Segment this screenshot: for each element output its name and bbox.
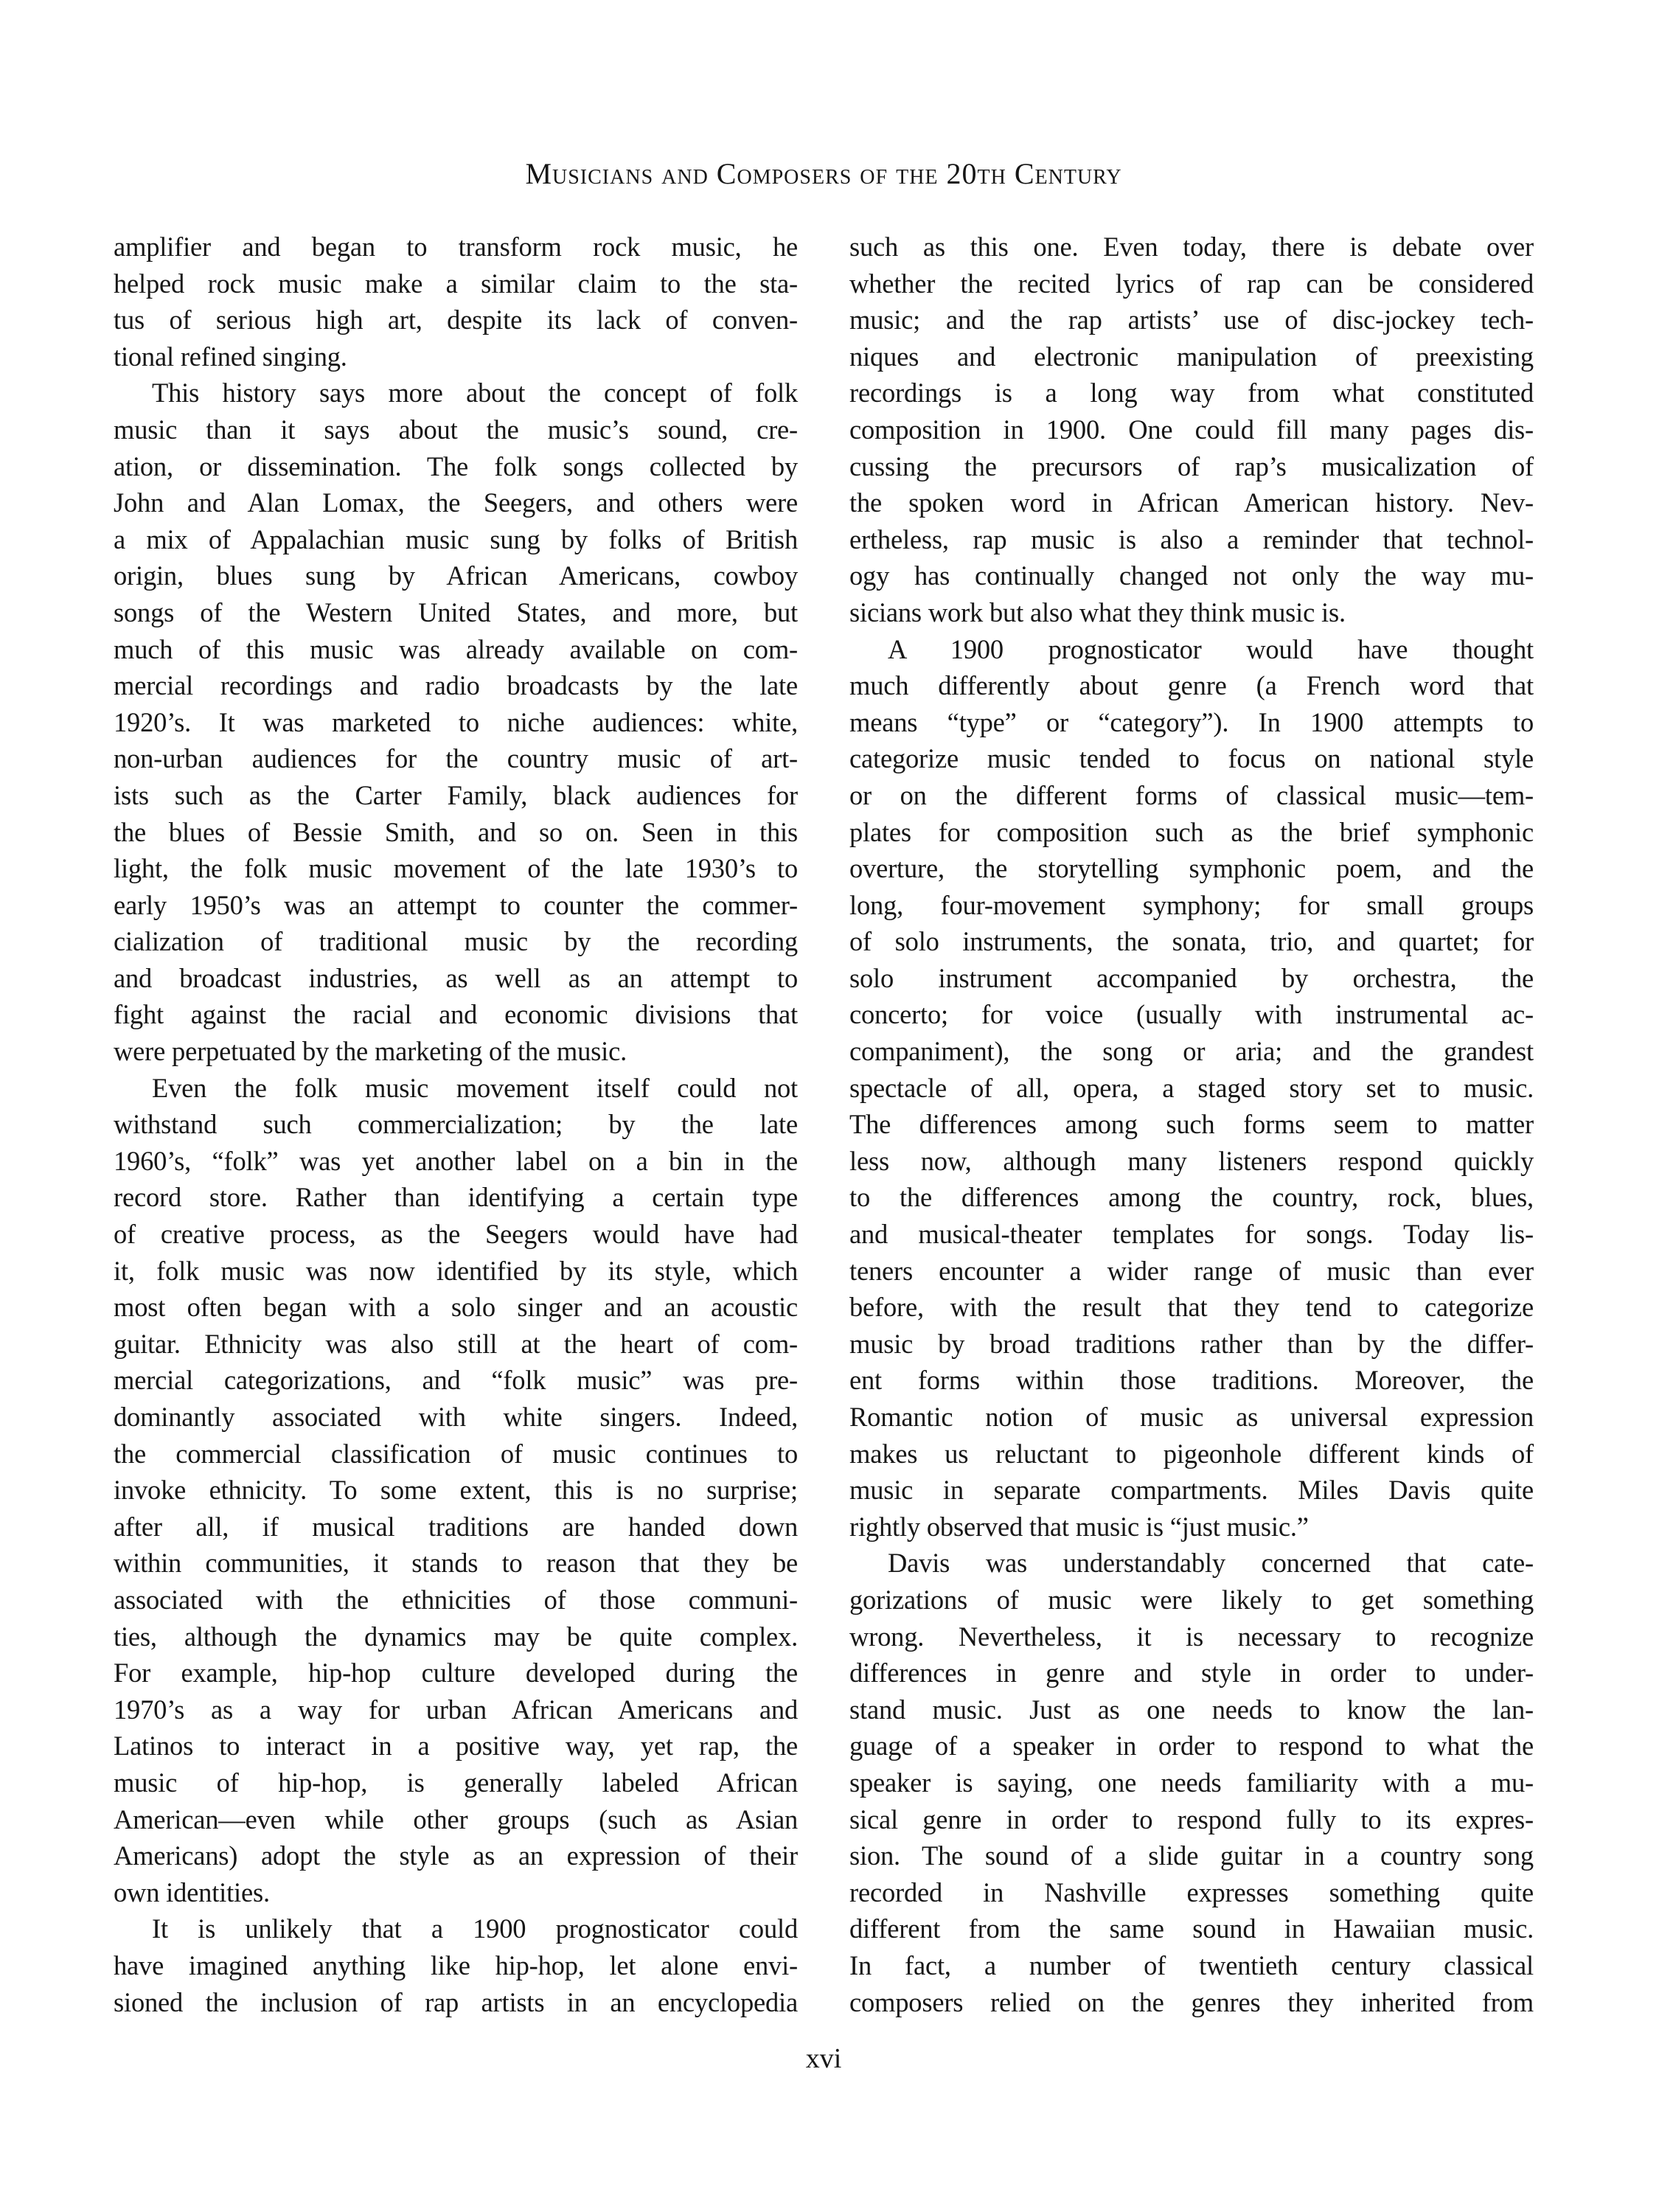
text-line: The differences among such forms seem to matter	[849, 1109, 1534, 1140]
text-column-right	[849, 229, 1534, 2020]
text-line: music by broad traditions rather than by the differ-	[849, 1328, 1534, 1359]
text-line: different from the same sound in Hawaiian music.	[849, 1913, 1534, 1944]
text-column-left	[114, 229, 798, 2020]
text-line: John and Alan Lomax, the Seegers, and others were	[114, 487, 798, 518]
text-line: much of this music was already available on com-	[114, 633, 798, 664]
text-line: amplifier and began to transform rock music, he	[114, 232, 798, 262]
text-line: sion. The sound of a slide guitar in a country song	[849, 1840, 1534, 1871]
text-line: means “type” or “category”). In 1900 attempts to	[849, 706, 1534, 737]
text-line: sioned the inclusion of rap artists in an encyclopedia	[114, 1986, 798, 2017]
text-line: associated with the ethnicities of those communi-	[114, 1584, 798, 1615]
text-line: Latinos to interact in a positive way, yet rap, the	[114, 1731, 798, 1761]
text-line: long, four-movement symphony; for small groups	[849, 889, 1534, 920]
text-line: light, the folk music movement of the late 1930’s to	[114, 853, 798, 884]
text-line: have imagined anything like hip-hop, let alone envi-	[114, 1950, 798, 1980]
text-line: of creative process, as the Seegers would have had	[114, 1219, 798, 1250]
text-line: music; and the rap artists’ use of disc-jockey tech-	[849, 305, 1534, 335]
text-line: ogy has continually changed not only the way mu-	[849, 560, 1534, 591]
text-line: 1970’s as a way for urban African Americans and	[114, 1694, 798, 1725]
text-line: Americans) adopt the style as an expression of their	[114, 1840, 798, 1871]
text-line: songs of the Western United States, and more, but	[114, 597, 798, 627]
text-line: such as this one. Even today, there is debate over	[849, 232, 1534, 262]
text-line: own identities.	[114, 1877, 270, 1907]
text-line: composers relied on the genres they inherited from	[849, 1986, 1534, 2017]
text-line: 1960’s, “folk” was yet another label on a bin in the	[114, 1145, 798, 1176]
text-line: music of hip-hop, is generally labeled African	[114, 1767, 798, 1798]
text-line: of solo instruments, the sonata, trio, and quartet; for	[849, 926, 1534, 957]
text-line: In fact, a number of twentieth century classical	[849, 1950, 1534, 1980]
text-line: categorize music tended to focus on national style	[849, 743, 1534, 774]
text-line: ent forms within those traditions. Moreover, the	[849, 1365, 1534, 1396]
text-line: guitar. Ethnicity was also still at the heart of com-	[114, 1328, 798, 1359]
text-line: American—even while other groups (such as Asian	[114, 1804, 798, 1834]
text-line: recorded in Nashville expresses something quite	[849, 1877, 1534, 1907]
text-line: niques and electronic manipulation of preexisting	[849, 341, 1534, 372]
text-line: tus of serious high art, despite its lack of conven-	[114, 305, 798, 335]
text-line: before, with the result that they tend to categorize	[849, 1292, 1534, 1323]
text-line: wrong. Nevertheless, it is necessary to recognize	[849, 1621, 1534, 1652]
text-line: composition in 1900. One could fill many pages dis-	[849, 414, 1534, 445]
text-line: cialization of traditional music by the recording	[114, 926, 798, 957]
text-line: a mix of Appalachian music sung by folks of British	[114, 524, 798, 554]
text-line: record store. Rather than identifying a certain type	[114, 1182, 798, 1213]
text-line: withstand such commercialization; by the late	[114, 1109, 798, 1140]
running-head: Musicians and Composers of the 20th Century	[525, 157, 1122, 190]
text-line: companiment), the song or aria; and the grandest	[849, 1036, 1534, 1067]
text-line: overture, the storytelling symphonic poem, and the	[849, 853, 1534, 884]
text-line: teners encounter a wider range of music than ever	[849, 1255, 1534, 1286]
text-line: ists such as the Carter Family, black audiences for	[114, 779, 798, 810]
text-columns	[114, 229, 1534, 2020]
text-line: it, folk music was now identified by its style, which	[114, 1255, 798, 1286]
text-line: within communities, it stands to reason that they be	[114, 1548, 798, 1579]
text-line: guage of a speaker in order to respond to what the	[849, 1731, 1534, 1761]
text-line: recordings is a long way from what constituted	[849, 378, 1534, 408]
text-line: This history says more about the concept of folk	[152, 378, 798, 408]
text-line: plates for composition such as the brief symphonic	[849, 816, 1534, 847]
text-line: rightly observed that music is “just music.”	[849, 1511, 1309, 1542]
text-line: For example, hip-hop culture developed during the	[114, 1658, 798, 1688]
text-line: ation, or dissemination. The folk songs collected by	[114, 451, 798, 481]
text-line: most often began with a solo singer and an acoustic	[114, 1292, 798, 1323]
text-line: after all, if musical traditions are handed down	[114, 1511, 798, 1542]
text-line: music than it says about the music’s sound, cre-	[114, 414, 798, 445]
text-line: less now, although many listeners respond quickly	[849, 1145, 1534, 1176]
text-line: whether the recited lyrics of rap can be considered	[849, 268, 1534, 299]
text-line: or on the different forms of classical music—tem-	[849, 779, 1534, 810]
page-number: xvi	[805, 2043, 842, 2074]
text-line: speaker is saying, one needs familiarity with a mu-	[849, 1767, 1534, 1798]
text-line: invoke ethnicity. To some extent, this is no surprise;	[114, 1475, 798, 1506]
text-line: much differently about genre (a French word that	[849, 670, 1534, 701]
text-line: Davis was understandably concerned that cate-	[888, 1548, 1534, 1579]
text-line: cussing the precursors of rap’s musicalization of	[849, 451, 1534, 481]
text-line: It is unlikely that a 1900 prognosticator could	[152, 1913, 798, 1944]
text-line: non-urban audiences for the country music of art-	[114, 743, 798, 774]
text-line: differences in genre and style in order to under-	[849, 1658, 1534, 1688]
text-line: the commercial classification of music continues to	[114, 1438, 798, 1469]
text-line: mercial recordings and radio broadcasts by the late	[114, 670, 798, 701]
text-line: ertheless, rap music is also a reminder that technol-	[849, 524, 1534, 554]
text-line: stand music. Just as one needs to know the lan-	[849, 1694, 1534, 1725]
text-line: Even the folk music movement itself could not	[152, 1072, 798, 1103]
text-line: makes us reluctant to pigeonhole different kinds of	[849, 1438, 1534, 1469]
text-line: gorizations of music were likely to get something	[849, 1584, 1534, 1615]
text-line: were perpetuated by the marketing of the music.	[114, 1036, 627, 1067]
text-line: and musical-theater templates for songs. Today lis-	[849, 1219, 1534, 1250]
text-line: sical genre in order to respond fully to its expres-	[849, 1804, 1534, 1834]
text-line: the blues of Bessie Smith, and so on. Seen in this	[114, 816, 798, 847]
text-line: music in separate compartments. Miles Davis quite	[849, 1475, 1534, 1506]
text-line: tional refined singing.	[114, 341, 347, 372]
text-line: origin, blues sung by African Americans, cowboy	[114, 560, 798, 591]
text-line: helped rock music make a similar claim to the sta-	[114, 268, 798, 299]
text-line: spectacle of all, opera, a staged story set to music.	[849, 1072, 1534, 1103]
text-line: Romantic notion of music as universal expression	[849, 1402, 1534, 1432]
text-line: mercial categorizations, and “folk music” was pre-	[114, 1365, 798, 1396]
text-line: fight against the racial and economic divisions that	[114, 999, 798, 1030]
text-line: to the differences among the country, rock, blues,	[849, 1182, 1534, 1213]
text-line: 1920’s. It was marketed to niche audiences: white,	[114, 706, 798, 737]
text-line: sicians work but also what they think music is.	[849, 597, 1346, 627]
text-line: early 1950’s was an attempt to counter the commer-	[114, 889, 798, 920]
text-line: dominantly associated with white singers. Indeed,	[114, 1402, 798, 1432]
text-line: the spoken word in African American history. Nev-	[849, 487, 1534, 518]
text-line: and broadcast industries, as well as an attempt to	[114, 962, 798, 993]
text-line: ties, although the dynamics may be quite complex.	[114, 1621, 798, 1652]
text-line: solo instrument accompanied by orchestra, the	[849, 962, 1534, 993]
text-line: A 1900 prognosticator would have thought	[888, 633, 1534, 664]
text-line: concerto; for voice (usually with instrumental ac-	[849, 999, 1534, 1030]
